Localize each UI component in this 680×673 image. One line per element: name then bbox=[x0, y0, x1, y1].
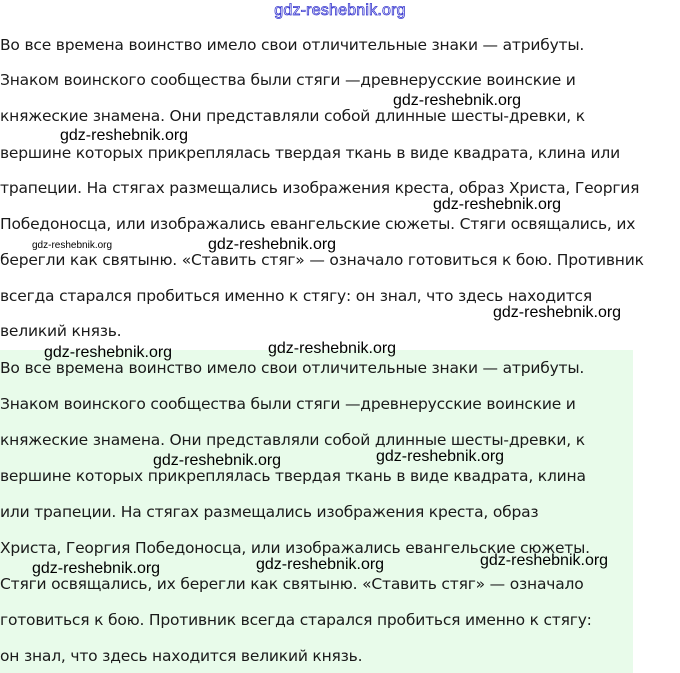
watermark: gdz-reshebnik.org bbox=[433, 196, 562, 213]
watermark: gdz-reshebnik.org bbox=[153, 452, 282, 469]
watermark: gdz-reshebnik.org bbox=[376, 448, 505, 465]
watermark: gdz-reshebnik.org bbox=[32, 560, 161, 577]
site-title[interactable]: gdz-reshebnik.org bbox=[274, 2, 406, 19]
task-line-6: Победоносца, или изображались евангельские сюжеты. Стяги освящались, их bbox=[0, 215, 636, 233]
answer-line-9: он знал, что здесь находится великий князь. bbox=[0, 647, 363, 665]
task-line-8: всегда старался пробиться именно к стягу: он знал, что здесь находится bbox=[0, 287, 592, 305]
answer-line-5: или трапеции. На стягах размещались изображения креста, образ bbox=[0, 503, 539, 521]
watermark: gdz-reshebnik.org bbox=[268, 340, 397, 357]
answer-line-2: Знаком воинского сообщества были стяги —древнерусские воинские и bbox=[0, 395, 576, 413]
watermark: gdz-reshebnik.org bbox=[208, 236, 337, 253]
watermark: gdz-reshebnik.org bbox=[256, 556, 385, 573]
answer-line-3: княжеские знамена. Они представляли собой длинные шесты-древки, к bbox=[0, 431, 585, 449]
task-line-9: великий князь. bbox=[0, 322, 122, 340]
task-line-1: Во все времена воинство имело свои отличительные знаки — атрибуты. bbox=[0, 36, 585, 54]
task-line-4: вершине которых прикреплялась твердая ткань в виде квадрата, клина или bbox=[0, 144, 620, 162]
watermark: gdz-reshebnik.org bbox=[493, 304, 622, 321]
task-line-2: Знаком воинского сообщества были стяги —древнерусские воинские и bbox=[0, 71, 576, 89]
task-line-5: трапеции. На стягах размещались изображения креста, образ Христа, Георгия bbox=[0, 179, 640, 197]
answer-line-8: готовиться к бою. Противник всегда старался пробиться именно к стягу: bbox=[0, 611, 592, 629]
answer-line-1: Во все времена воинство имело свои отличительные знаки — атрибуты. bbox=[0, 359, 585, 377]
watermark: gdz-reshebnik.org bbox=[480, 552, 609, 569]
task-line-7: берегли как святыню. «Ставить стяг» — означало готовиться к бою. Противник bbox=[0, 251, 644, 269]
answer-line-4: вершине которых прикреплялась твердая ткань в виде квадрата, клина bbox=[0, 467, 586, 485]
answer-line-6: Христа, Георгия Победоносца, или изображались евангельские сюжеты. bbox=[0, 539, 590, 557]
task-line-3: княжеские знамена. Они представляли собой длинные шесты-древки, к bbox=[0, 107, 585, 125]
answer-line-7: Стяги освящались, их берегли как святыню. «Ставить стяг» — означало bbox=[0, 575, 584, 593]
watermark: gdz-reshebnik.org bbox=[44, 344, 173, 361]
watermark: gdz-reshebnik.org bbox=[32, 240, 113, 251]
watermark: gdz-reshebnik.org bbox=[393, 92, 522, 109]
watermark: gdz-reshebnik.org bbox=[60, 127, 189, 144]
